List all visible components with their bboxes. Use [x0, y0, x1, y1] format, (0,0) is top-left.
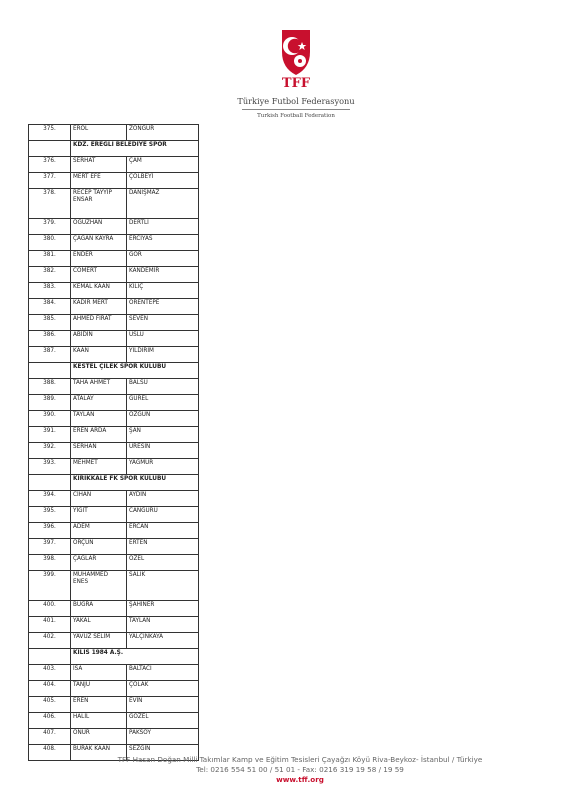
- logo-subtitle: Türkiye Futbol Federasyonu: [237, 96, 355, 106]
- player-list-table: [28, 124, 199, 761]
- player-row: [29, 315, 199, 331]
- player-first-name: RECEP TAYYİP ENSAR: [71, 189, 127, 219]
- player-last-name: KANDEMİR: [127, 267, 199, 283]
- player-row: [29, 713, 199, 729]
- tff-logo: [236, 28, 356, 126]
- player-last-name: BALTACI: [127, 665, 199, 681]
- club-header-empty-cell: [29, 141, 71, 157]
- player-first-name: ORÇUN: [71, 539, 127, 555]
- player-last-name: ERTEN: [127, 539, 199, 555]
- player-first-name: EREN ARDA: [71, 427, 127, 443]
- player-row: [29, 331, 199, 347]
- footer-phone: Tel: 0216 554 51 00 / 51 01 - Fax: 0216 319 19 58 / 19 59: [196, 765, 404, 774]
- player-number: 376.: [29, 157, 71, 173]
- club-header-empty-cell: [29, 363, 71, 379]
- player-row: [29, 347, 199, 363]
- player-row: [29, 617, 199, 633]
- player-last-name: GÖR: [127, 251, 199, 267]
- player-number: 379.: [29, 219, 71, 235]
- player-first-name: BUĞRA: [71, 601, 127, 617]
- player-number: 386.: [29, 331, 71, 347]
- player-last-name: GÜREL: [127, 395, 199, 411]
- player-number: 393.: [29, 459, 71, 475]
- player-first-name: ÇAĞAN KAYRA: [71, 235, 127, 251]
- player-last-name: SEVEN: [127, 315, 199, 331]
- player-row: [29, 125, 199, 141]
- player-first-name: MERT EFE: [71, 173, 127, 189]
- player-number: 378.: [29, 189, 71, 219]
- player-number: 407.: [29, 729, 71, 745]
- player-last-name: ÖRENTEPE: [127, 299, 199, 315]
- player-number: 406.: [29, 713, 71, 729]
- player-first-name: ADEM: [71, 523, 127, 539]
- player-first-name: TAYLAN: [71, 411, 127, 427]
- player-row: [29, 299, 199, 315]
- player-last-name: ÇOLAK: [127, 681, 199, 697]
- player-first-name: YAKAL: [71, 617, 127, 633]
- club-name: KIRIKKALE FK SPOR KULÜBÜ: [71, 475, 199, 491]
- player-number: 395.: [29, 507, 71, 523]
- player-number: 404.: [29, 681, 71, 697]
- player-row: [29, 189, 199, 219]
- player-last-name: AYDIN: [127, 491, 199, 507]
- player-first-name: KEMAL KAAN: [71, 283, 127, 299]
- player-row: [29, 507, 199, 523]
- club-name: KDZ. EREĞLİ BELEDİYE SPOR: [71, 141, 199, 157]
- player-last-name: ÇAM: [127, 157, 199, 173]
- player-first-name: HALİL: [71, 713, 127, 729]
- player-number: 389.: [29, 395, 71, 411]
- player-first-name: ÇAĞLAR: [71, 555, 127, 571]
- player-first-name: SERHAN: [71, 443, 127, 459]
- player-number: 408.: [29, 745, 71, 761]
- player-row: [29, 443, 199, 459]
- logo-title: TFF: [281, 76, 311, 91]
- player-last-name: ERCİYAS: [127, 235, 199, 251]
- player-last-name: ÖZGÜN: [127, 411, 199, 427]
- player-row: [29, 379, 199, 395]
- player-number: 403.: [29, 665, 71, 681]
- player-row: [29, 665, 199, 681]
- club-header-row: [29, 141, 199, 157]
- player-list-body: [29, 125, 199, 761]
- player-last-name: ÇÖLBEYİ: [127, 173, 199, 189]
- player-last-name: YILDIRIM: [127, 347, 199, 363]
- player-number: 388.: [29, 379, 71, 395]
- player-first-name: SERHAT: [71, 157, 127, 173]
- player-last-name: GÖZEL: [127, 713, 199, 729]
- player-row: [29, 729, 199, 745]
- player-number: 396.: [29, 523, 71, 539]
- player-first-name: ATALAY: [71, 395, 127, 411]
- player-first-name: ONUR: [71, 729, 127, 745]
- player-first-name: EREN: [71, 697, 127, 713]
- player-number: 402.: [29, 633, 71, 649]
- logo-english-name: Turkish Football Federation: [257, 113, 335, 119]
- player-row: [29, 633, 199, 649]
- player-last-name: ÜRESİN: [127, 443, 199, 459]
- player-number: 381.: [29, 251, 71, 267]
- player-first-name: CÖMERT: [71, 267, 127, 283]
- player-number: 383.: [29, 283, 71, 299]
- player-number: 391.: [29, 427, 71, 443]
- player-first-name: OĞUZHAN: [71, 219, 127, 235]
- player-first-name: KAAN: [71, 347, 127, 363]
- player-number: 387.: [29, 347, 71, 363]
- player-row: [29, 173, 199, 189]
- player-row: [29, 571, 199, 601]
- tff-crest-icon: [236, 28, 356, 76]
- player-first-name: YİĞİT: [71, 507, 127, 523]
- page-footer: [60, 755, 540, 785]
- player-number: 384.: [29, 299, 71, 315]
- player-first-name: YAVUZ SELİM: [71, 633, 127, 649]
- player-number: 377.: [29, 173, 71, 189]
- player-last-name: USLU: [127, 331, 199, 347]
- player-last-name: YALÇINKAYA: [127, 633, 199, 649]
- player-number: 392.: [29, 443, 71, 459]
- player-number: 398.: [29, 555, 71, 571]
- player-row: [29, 395, 199, 411]
- player-last-name: ŞAHİNER: [127, 601, 199, 617]
- player-row: [29, 697, 199, 713]
- player-number: 380.: [29, 235, 71, 251]
- player-row: [29, 251, 199, 267]
- player-first-name: TANJU: [71, 681, 127, 697]
- player-last-name: ERCAN: [127, 523, 199, 539]
- player-last-name: DANIŞMAZ: [127, 189, 199, 219]
- player-first-name: İSA: [71, 665, 127, 681]
- player-first-name: ENDER: [71, 251, 127, 267]
- club-name: KESTEL ÇİLEK SPOR KULÜBÜ: [71, 363, 199, 379]
- player-last-name: SALIK: [127, 571, 199, 601]
- player-row: [29, 601, 199, 617]
- player-first-name: EROL: [71, 125, 127, 141]
- club-header-row: [29, 649, 199, 665]
- player-row: [29, 539, 199, 555]
- player-row: [29, 267, 199, 283]
- player-last-name: DERTLİ: [127, 219, 199, 235]
- footer-address: TFF Hasan Doğan Milli Takımlar Kamp ve Eğitim Tesisleri Çayağzı Köyü Riva-Beykoz- İstanbul / Türkiye: [117, 755, 483, 764]
- footer-website-link[interactable]: www.tff.org: [276, 775, 324, 784]
- player-last-name: EVİN: [127, 697, 199, 713]
- player-last-name: ZONGUR: [127, 125, 199, 141]
- player-number: 401.: [29, 617, 71, 633]
- player-first-name: ABİDİN: [71, 331, 127, 347]
- player-first-name: MUHAMMED ENES: [71, 571, 127, 601]
- player-last-name: PAKSOY: [127, 729, 199, 745]
- club-header-row: [29, 475, 199, 491]
- club-header-row: [29, 363, 199, 379]
- club-header-empty-cell: [29, 475, 71, 491]
- club-name: KİLİS 1984 A.Ş.: [71, 649, 199, 665]
- player-row: [29, 411, 199, 427]
- player-last-name: TAYLAN: [127, 617, 199, 633]
- player-row: [29, 555, 199, 571]
- player-row: [29, 283, 199, 299]
- player-number: 382.: [29, 267, 71, 283]
- player-first-name: TAHA AHMET: [71, 379, 127, 395]
- player-number: 394.: [29, 491, 71, 507]
- player-number: 385.: [29, 315, 71, 331]
- player-first-name: MEHMET: [71, 459, 127, 475]
- club-header-empty-cell: [29, 649, 71, 665]
- player-row: [29, 681, 199, 697]
- player-row: [29, 157, 199, 173]
- player-row: [29, 219, 199, 235]
- player-row: [29, 523, 199, 539]
- player-row: [29, 491, 199, 507]
- player-last-name: BALSU: [127, 379, 199, 395]
- player-last-name: YAĞMUR: [127, 459, 199, 475]
- player-last-name: ŞAN: [127, 427, 199, 443]
- player-number: 375.: [29, 125, 71, 141]
- player-row: [29, 459, 199, 475]
- player-last-name: CANGURU: [127, 507, 199, 523]
- player-first-name: CİHAN: [71, 491, 127, 507]
- player-number: 399.: [29, 571, 71, 601]
- logo-divider: [242, 109, 350, 110]
- player-first-name: BURAK KAAN: [71, 745, 127, 761]
- player-first-name: KADİR MERT: [71, 299, 127, 315]
- player-number: 405.: [29, 697, 71, 713]
- player-last-name: ÖZEL: [127, 555, 199, 571]
- player-row: [29, 235, 199, 251]
- player-number: 397.: [29, 539, 71, 555]
- player-number: 390.: [29, 411, 71, 427]
- player-row: [29, 427, 199, 443]
- player-first-name: AHMED FIRAT: [71, 315, 127, 331]
- player-last-name: SEZGİN: [127, 745, 199, 761]
- player-last-name: KILIÇ: [127, 283, 199, 299]
- player-number: 400.: [29, 601, 71, 617]
